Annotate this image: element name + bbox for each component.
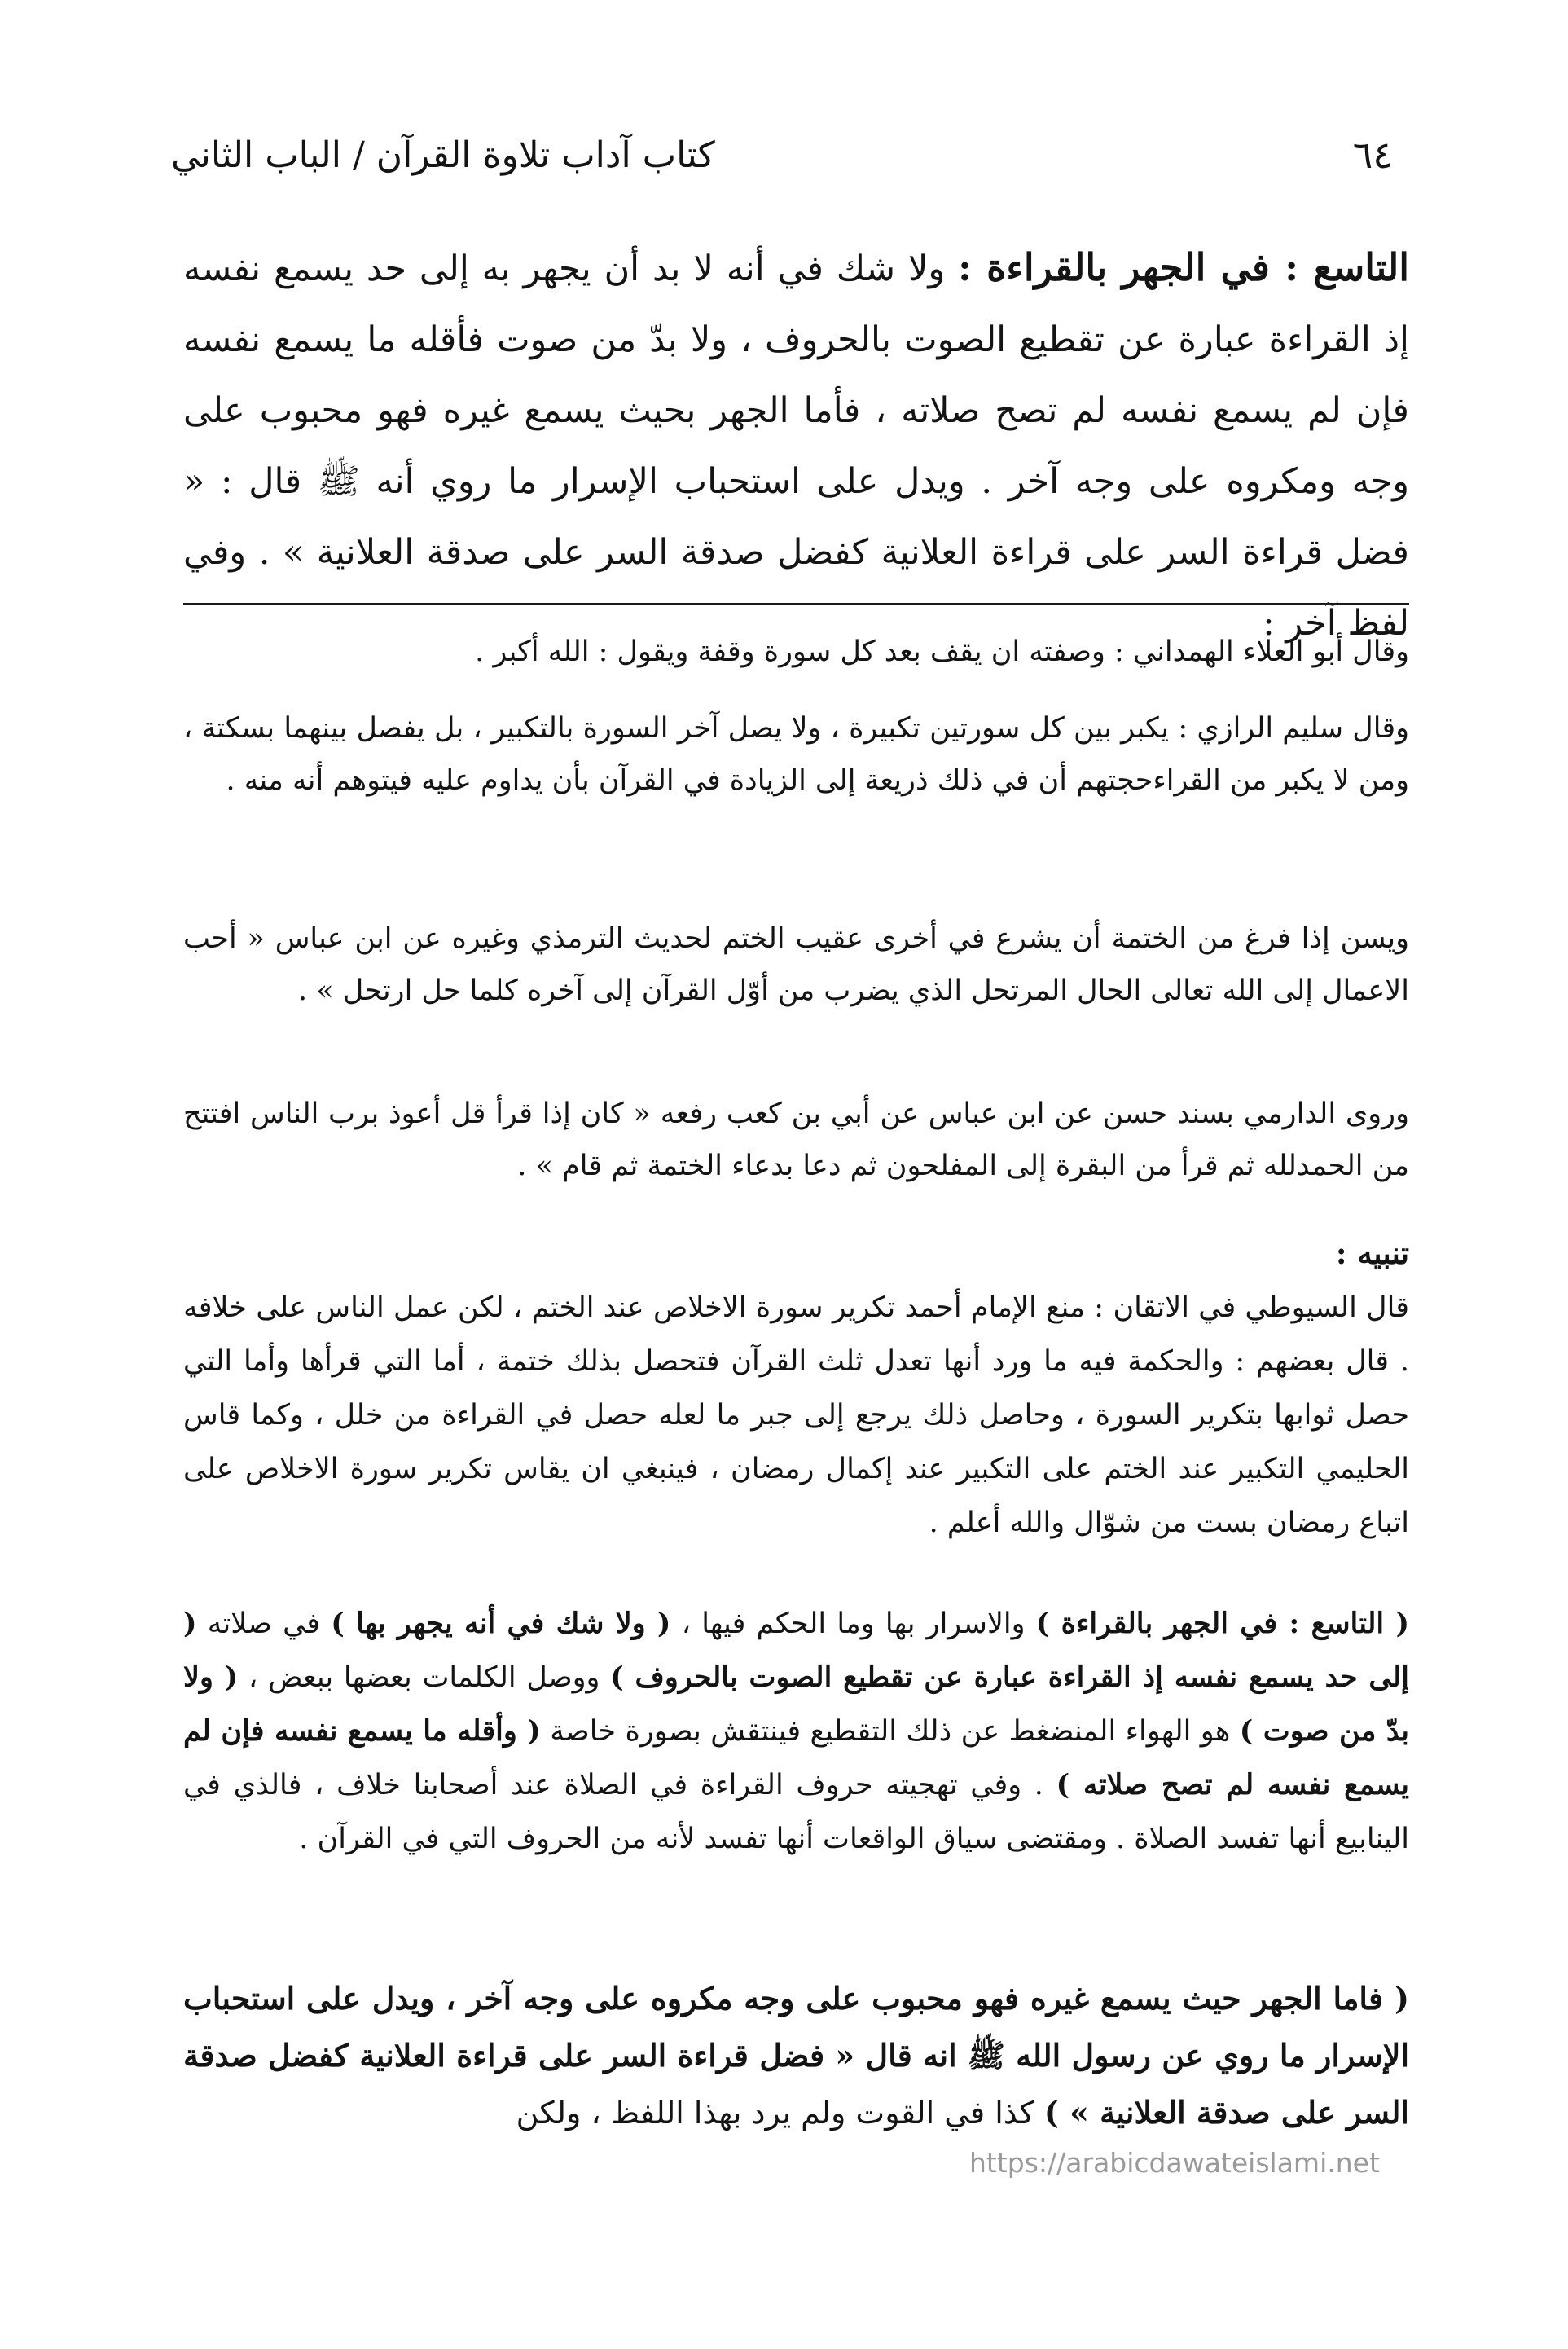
- commentary-text: هو الهواء المنضغط عن ذلك التقطيع فينتقش بصورة خاصة: [540, 1715, 1240, 1748]
- running-title: كتاب آداب تلاوة القرآن / الباب الثاني: [171, 134, 715, 176]
- note-paragraph: وقال سليم الرازي : يكبر بين كل سورتين تكبيرة ، ولا يصل آخر السورة بالتكبير ، بل يفصل بينهما بسكتة ، ومن لا يكبر من القراءحجتهم أن في ذلك ذريعة إلى الزيادة في القرآن بأن يداوم عليه فيتوهم أنه منه .: [183, 712, 1409, 797]
- commentary-text: في صلاته: [196, 1608, 332, 1640]
- commentary-text: ووصل الكلمات بعضها ببعض ،: [238, 1661, 611, 1694]
- running-head: [171, 122, 1393, 187]
- note-paragraph: وروى الدارمي بسند حسن عن ابن عباس عن أبي بن كعب رفعه « كان إذا قرأ قل أعوذ برب الناس افتتح من الحمدلله ثم قرأ من البقرة إلى المفلحون ثم دعا بدعاء الختمة ثم قام » .: [183, 1098, 1409, 1182]
- tanbih-paragraph: قال السيوطي في الاتقان : منع الإمام أحمد تكرير سورة الاخلاص عند الختم ، لكن عمل الناس على خلافه . قال بعضهم : والحكمة فيه ما ورد أنها تعدل ثلث القرآن فتحصل بذلك ختمة ، أما التي قرأها وأما التي حصل ثوابها بتكرير السورة ، وحاصل ذلك يرجع إلى جبر ما لعله حصل في القراءة من خلل ، وكما قاس الحليمي التكبير عند الختم على التكبير عند إكمال رمضان ، فينبغي ان يقاس تكرير سورة الاخلاص على اتباع رمضان بست من شوّال والله أعلم .: [183, 1291, 1409, 1539]
- commentary-paragraph: [183, 1970, 1409, 2141]
- quoted-text: ( وأقله ما يسمع نفسه فإن لم يسمع نفسه لم تصح صلاته ): [183, 1714, 1409, 1801]
- note-paragraph: ويسن إذا فرغ من الختمة أن يشرع في أخرى عقيب الختم لحديث الترمذي وغيره عن ابن عباس « أحب الاعمال إلى الله تعالى الحال المرتحل الذي يضرب من أوّل القرآن إلى آخره كلما حل ارتحل » .: [183, 922, 1409, 1007]
- commentary-text: كذا في القوت ولم يرد بهذا اللفظ ، ولكن: [516, 2095, 1044, 2131]
- watermark-url: https://arabicdawateislami.net: [969, 2147, 1380, 2179]
- tanbih-heading: تنبيه :: [1335, 1235, 1409, 1271]
- page-number: ٦٤: [1352, 133, 1393, 177]
- quoted-text: ( ولا بدّ من صوت ): [183, 1661, 1409, 1748]
- quoted-text: ( التاسع : في الجهر بالقراءة ): [1035, 1607, 1410, 1640]
- commentary-paragraph: [183, 1597, 1409, 1866]
- commentary-text: والاسرار بها وما الحكم فيها ،: [670, 1608, 1036, 1640]
- quoted-text: ( ولا شك في أنه يجهر بها ): [331, 1607, 671, 1640]
- main-paragraph-text: ولا شك في أنه لا بد أن يجهر به إلى حد يسمع نفسه إذ القراءة عبارة عن تقطيع الصوت بالحروف ، ولا بدّ من صوت فأقله ما يسمع نفسه فإن لم يسمع نفسه لم تصح صلاته ، فأما الجهر بحيث يسمع غيره فهو محبوب على وجه ومكروه على وجه آخر . ويدل على استحباب الإسرار ما روي أنه ﷺ قال : « فضل قراءة السر على قراءة العلانية كفضل صدقة السر على صدقة العلانية » . وفي لفظ آخر :: [183, 249, 1409, 644]
- footnote-separator: [183, 603, 1409, 605]
- note-paragraph: وقال أبو العلاء الهمداني : وصفته ان يقف بعد كل سورة وقفة ويقول : الله أكبر .: [475, 636, 1409, 668]
- main-paragraph: [183, 232, 1409, 659]
- commentary-text: . وفي تهجيته حروف القراءة في الصلاة عند أصحابنا خلاف ، فالذي في الينابيع أنها تفسد الصلاة . ومقتضى سياق الواقعات أنها تفسد لأنه من الحروف التي في القرآن .: [183, 1769, 1409, 1855]
- quoted-text: ( إلى حد يسمع نفسه إذ القراءة عبارة عن تقطيع الصوت بالحروف ): [183, 1607, 1409, 1694]
- section-lead: التاسع : في الجهر بالقراءة :: [957, 245, 1409, 289]
- quoted-text: ( فاما الجهر حيث يسمع غيره فهو محبوب على وجه مكروه على وجه آخر ، ويدل على استحباب الإسرار ما روي عن رسول الله ﷺ انه قال « فضل قراءة السر على قراءة العلانية كفضل صدقة السر على صدقة العلانية » ): [183, 1980, 1410, 2131]
